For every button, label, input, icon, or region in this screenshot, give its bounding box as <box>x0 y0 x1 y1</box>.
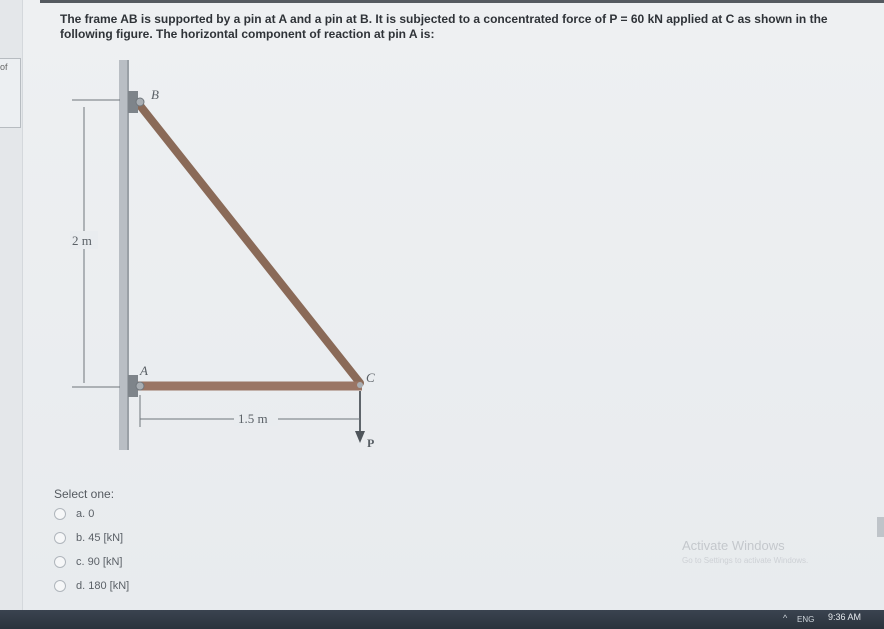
question-text: The frame AB is supported by a pin at A and a pin at B. It is subjected to a concentrated force of P = 60 kN applied at C as shown in the following figure. The horizontal component of reaction at pin A is: <box>60 12 828 41</box>
option-c-label: c. 90 [kN] <box>76 556 123 568</box>
label-p: P <box>367 436 375 450</box>
label-c: C <box>366 370 375 385</box>
frame-figure <box>60 55 390 465</box>
language-indicator[interactable]: ENG <box>797 615 815 624</box>
option-b-radio[interactable] <box>54 532 66 544</box>
pin-a <box>136 382 144 390</box>
member-bc <box>138 103 360 383</box>
option-c-radio[interactable] <box>54 556 66 568</box>
tray-arrow-icon[interactable]: ^ <box>783 613 788 623</box>
pin-b <box>136 98 144 106</box>
clock-time[interactable]: 9:36 AM <box>828 612 862 622</box>
wall <box>119 60 128 450</box>
select-one-label: Select one: <box>54 487 115 501</box>
pin-c <box>357 382 363 388</box>
option-d-label: d. 180 [kN] <box>76 580 130 592</box>
option-c[interactable] <box>54 554 122 570</box>
option-a-radio[interactable] <box>54 508 66 520</box>
right-edge-tab[interactable] <box>877 517 884 537</box>
activate-windows-title: Activate Windows <box>682 538 785 553</box>
label-a: A <box>140 363 148 378</box>
left-nav-panel[interactable] <box>0 58 21 128</box>
option-b-label: b. 45 [kN] <box>76 532 124 544</box>
option-a[interactable] <box>54 506 94 522</box>
label-b: B <box>151 87 159 102</box>
top-border <box>40 0 884 3</box>
dim-vertical-label: 2 m <box>72 233 92 248</box>
left-panel-text: of <box>0 62 8 72</box>
force-p-arrowhead <box>355 431 365 443</box>
option-d[interactable] <box>54 578 129 594</box>
option-d-radio[interactable] <box>54 580 66 592</box>
taskbar <box>0 610 884 629</box>
dim-horizontal-label: 1.5 m <box>238 411 268 426</box>
option-a-label: a. 0 <box>76 508 95 520</box>
option-b[interactable] <box>54 530 123 546</box>
activate-windows-subtitle: Go to Settings to activate Windows. <box>682 556 809 565</box>
